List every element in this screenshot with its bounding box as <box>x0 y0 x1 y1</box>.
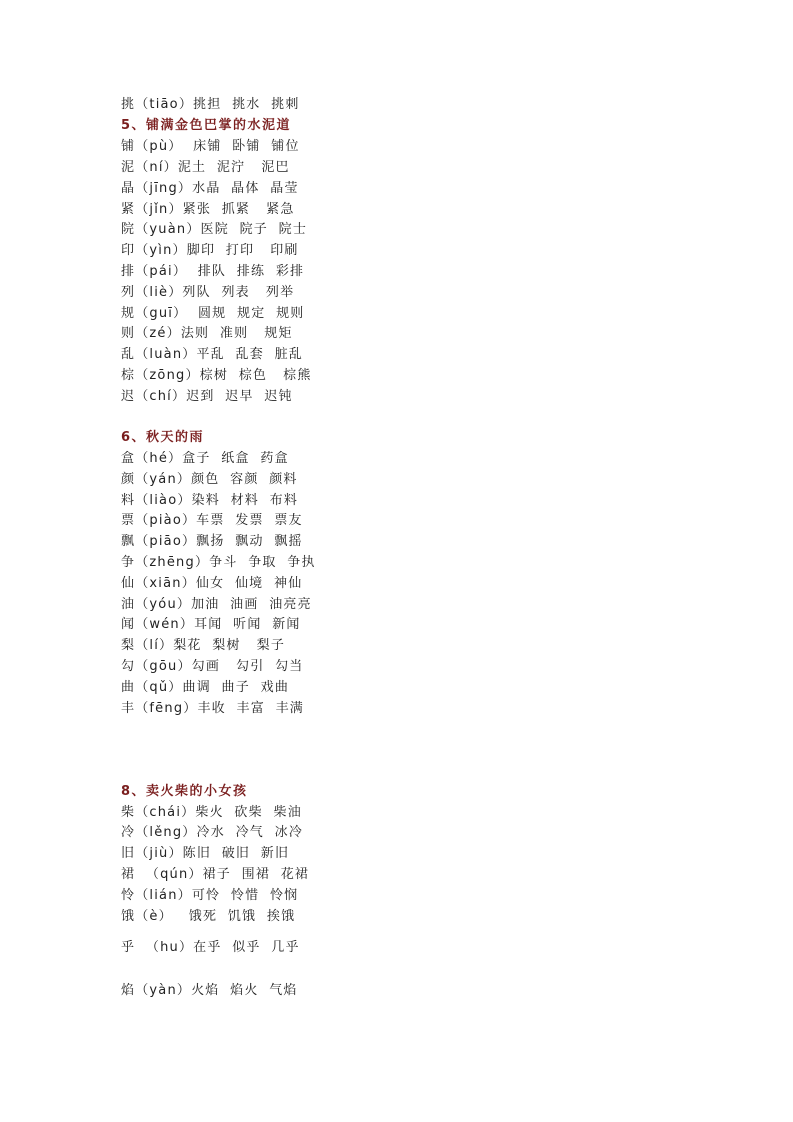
vocab-line-yuan: 院（yuàn）医院 院子 院士 <box>121 222 308 237</box>
vocab-line-leng: 冷（lěng）冷水 冷气 冰冷 <box>121 825 304 840</box>
vocab-line-wen: 闻（wén）耳闻 听闻 新闻 <box>121 617 301 632</box>
vocab-line-liao: 料（liào）染料 材料 布料 <box>121 493 299 508</box>
vocab-line-zheng: 争（zhēng）争斗 争取 争执 <box>121 555 316 570</box>
vocab-line-xian: 仙（xiān）仙女 仙境 神仙 <box>121 576 303 591</box>
vocab-line-chai: 柴（chái）柴火 砍柴 柴油 <box>121 805 302 820</box>
vocab-line-e: 饿（è） 饿死 饥饿 挨饿 <box>121 909 296 924</box>
vocab-line-luan: 乱（luàn）平乱 乱套 脏乱 <box>121 347 303 362</box>
vocab-line-yan: 颜（yán）颜色 容颜 颜料 <box>121 472 298 487</box>
vocab-line-li: 梨（lí）梨花 梨树 梨子 <box>121 638 286 653</box>
vocab-line-gui: 规（guī） 圆规 规定 规则 <box>121 306 305 321</box>
vocab-line-tiao: 挑（tiāo）挑担 挑水 挑刺 <box>121 97 300 112</box>
vocab-line-chi: 迟（chí）迟到 迟早 迟钝 <box>121 389 293 404</box>
vocab-line-hu: 乎 （hu）在乎 似乎 几乎 <box>121 940 300 955</box>
vocab-line-yan4: 焰（yàn）火焰 焰火 气焰 <box>121 983 298 998</box>
section-heading-6: 6、秋天的雨 <box>121 430 205 445</box>
vocab-line-piao4: 票（piào）车票 发票 票友 <box>121 513 303 528</box>
section-heading-8: 8、卖火柴的小女孩 <box>121 784 248 799</box>
vocab-line-lian: 怜（lián）可怜 怜惜 怜悯 <box>121 888 299 903</box>
vocab-line-pai: 排（pái） 排队 排练 彩排 <box>121 264 305 279</box>
vocab-line-ni: 泥（ní）泥土 泥泞 泥巴 <box>121 160 290 175</box>
vocab-line-lie: 列（liè）列队 列表 列举 <box>121 285 295 300</box>
vocab-line-zong: 棕（zōng）棕树 棕色 棕熊 <box>121 368 312 383</box>
vocab-line-jiu: 旧（jiù）陈旧 破旧 新旧 <box>121 846 290 861</box>
vocab-line-gou: 勾（gōu）勾画 勾引 勾当 <box>121 659 304 674</box>
vocab-line-pu: 铺（pù） 床铺 卧铺 铺位 <box>121 139 300 154</box>
vocab-line-qu: 曲（qǔ）曲调 曲子 戏曲 <box>121 680 290 695</box>
vocab-line-he: 盒（hé）盒子 纸盒 药盒 <box>121 451 289 466</box>
vocab-line-piao1: 飘（piāo）飘扬 飘动 飘摇 <box>121 534 303 549</box>
vocab-line-ze: 则（zé）法则 准则 规矩 <box>121 326 293 341</box>
vocab-line-jin: 紧（jǐn）紧张 抓紧 紧急 <box>121 202 295 217</box>
section-heading-5: 5、铺满金色巴掌的水泥道 <box>121 118 292 133</box>
vocab-line-you: 油（yóu）加油 油画 油亮亮 <box>121 597 312 612</box>
vocab-line-qun: 裙 （qún）裙子 围裙 花裙 <box>121 867 310 882</box>
vocab-line-yin: 印（yìn）脚印 打印 印刷 <box>121 243 299 258</box>
vocab-line-jing: 晶（jīng）水晶 晶体 晶莹 <box>121 181 299 196</box>
vocab-line-feng: 丰（fēng）丰收 丰富 丰满 <box>121 701 304 716</box>
